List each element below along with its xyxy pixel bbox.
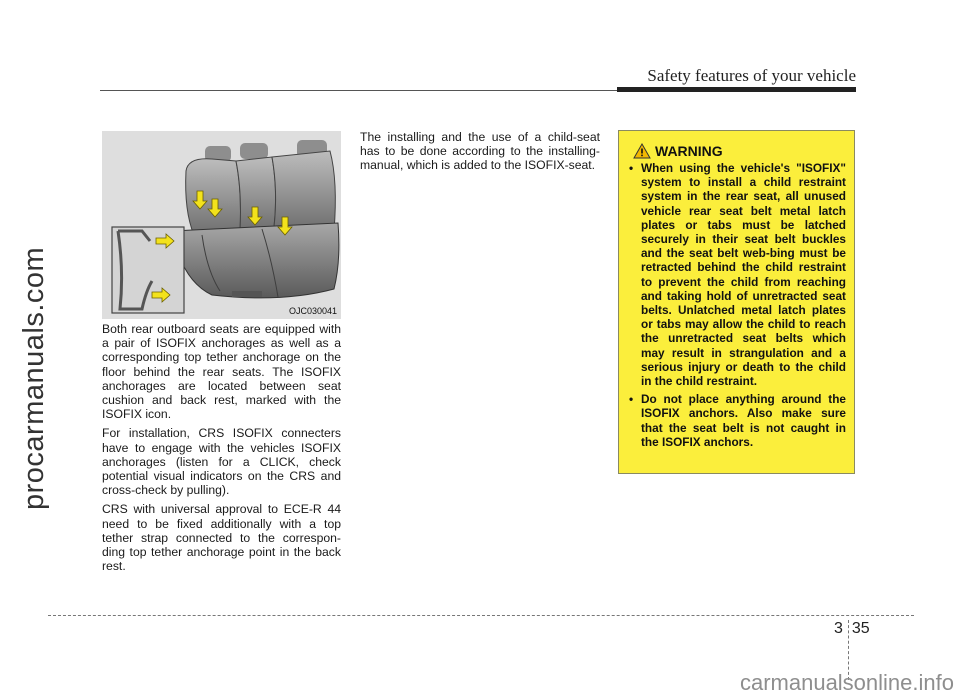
- warning-header: [633, 143, 846, 159]
- warning-item: • When using the vehicle's "ISOFIX" system to install a child restraint system in the rear seat, all unused vehicle rear seat belt metal latch plates or tabs must be latched securely in their seat belt buckles and the seat belt web-bing must be retracted behind the child restraint to prevent the child from reaching and taking hold of unretracted seat belts. Unlatched metal latch plates or tabs may allow the child to reach the unretracted seat belts which may result in strangulation and a serious injury or death to the child in the child restraint.: [629, 161, 846, 389]
- paragraph: For installation, CRS ISOFIX connecters have to engage with the vehicles ISOFIX anchorages (listen for a CLICK, check potential visual indicators on the CRS and cross-check by pulling).: [102, 426, 341, 498]
- paragraph: Both rear outboard seats are equipped with a pair of ISOFIX anchorages as well as a corresponding top tether anchorage on the floor behind the rear seats. The ISOFIX anchorages are located between seat cushion and back rest, marked with the ISOFIX icon.: [102, 322, 341, 422]
- warning-item-text: When using the vehicle's "ISOFIX" system to install a child restraint system in the rear seat, all unused vehicle rear seat belt metal latch plates or tabs must be latched securely in their seat belt buckles and the seat belt web-bing must be retracted behind the child restraint to prevent the child from reaching and taking hold of unretracted seat belts. Unlatched metal latch plates or tabs may allow the child to reach the unretracted seat belts which may result in strangulation and a serious injury or death to the child in the child restraint.: [641, 161, 846, 389]
- paragraph: The installing and the use of a child-seat has to be done according to the installing-manual, which is added to the ISOFIX-seat.: [360, 130, 600, 173]
- seat-back-right: [272, 151, 335, 231]
- page-header-title: Safety features of your vehicle: [647, 66, 856, 85]
- rear-seat-drawing: [102, 131, 341, 319]
- warning-list: [627, 161, 846, 449]
- watermark-carmanualsonline[interactable]: carmanualsonline.info: [739, 670, 954, 695]
- warning-item: • Do not place anything around the ISOFIX anchors. Also make sure that the seat belt is not caught in the ISOFIX anchors.: [629, 392, 846, 449]
- page-number-value: 35: [851, 620, 870, 637]
- watermark-procarmanuals[interactable]: procarmanuals.com: [18, 246, 50, 510]
- middle-column-text: [360, 130, 600, 178]
- left-column-text: [102, 322, 341, 578]
- headrest-center: [240, 143, 268, 159]
- seat-back-left: [186, 159, 241, 235]
- header-divider-accent: [617, 87, 856, 92]
- chapter-number: 3: [834, 620, 843, 637]
- warning-title: WARNING: [655, 143, 723, 159]
- isofix-seat-illustration: [102, 131, 341, 319]
- footer-divider: [48, 615, 914, 616]
- paragraph: CRS with universal approval to ECE-R 44 need to be fixed additionally with a top tether strap connected to the correspon-ding top tether anchorage point in the back rest.: [102, 502, 341, 574]
- warning-triangle-icon: [633, 143, 651, 159]
- warning-item-text: Do not place anything around the ISOFIX anchors. Also make sure that the seat belt is not caught in the ISOFIX anchors.: [641, 392, 846, 449]
- warning-box: [618, 130, 855, 474]
- figure-code: OJC030041: [288, 306, 337, 316]
